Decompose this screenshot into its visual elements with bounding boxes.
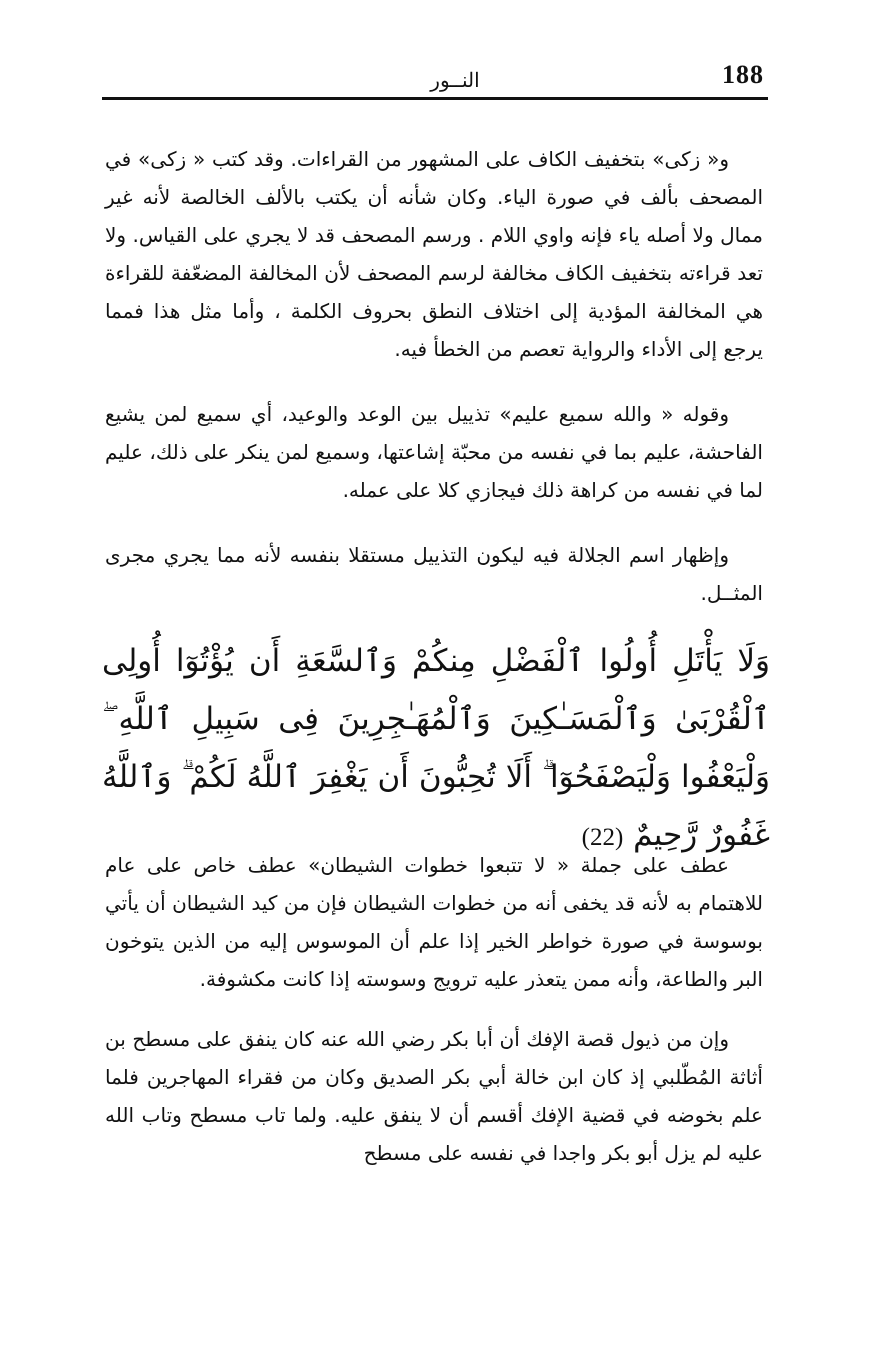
page-number: 188 — [722, 60, 764, 89]
commentary-block-2 — [105, 395, 763, 509]
commentary-block-1 — [105, 140, 763, 368]
page-header — [102, 56, 768, 98]
commentary-block-3 — [105, 536, 763, 612]
surah-title: النــور — [430, 68, 480, 92]
commentary-block-4 — [105, 846, 763, 998]
header-divider — [102, 97, 768, 100]
verse-number: (22) — [581, 824, 624, 851]
commentary-block-5 — [105, 1020, 763, 1172]
paragraph-tadhyil: وقوله « والله سميع عليم» تذييل بين الوعد والوعيد، أي سميع لمن يشيع الفاحشة، عليم بما في نفسه من محبّة إشاعتها، وسميع لمن ينكر على ذلك، عليم لما في نفسه من كراهة ذلك فيجازي كلا على عمله. — [105, 402, 763, 502]
paragraph-divine-name: وإظهار اسم الجلالة فيه ليكون التذييل مستقلا بنفسه لأنه مما يجري مجرى المثــل. — [105, 543, 763, 605]
paragraph-conjunction: عطف على جملة « لا تتبعوا خطوات الشيطان» عطف خاص على عام للاهتمام به لأنه قد يخفى أنه من خطوات الشيطان فإن من كيد الشيطان أن يأتي بوسوسة في صورة خواطر الخير إذا علم أن الموسوس إليه من الذين يتوخون البر والطاعة، وأنه ممن يتعذر عليه ترويج وسوسته إذا كانت مكشوفة. — [105, 853, 763, 991]
paragraph-zakka-reading: و« زكى» بتخفيف الكاف على المشهور من القراءات. وقد كتب « زكى» في المصحف بألف في صورة الياء. وكان شأنه أن يكتب بالألف الخالصة لأنه غير ممال ولا أصله ياء فإنه واوي اللام . ورسم المصحف قد لا يجري على القياس. ولا تعد قراءته بتخفيف الكاف مخالفة لرسم المصحف لأن المخالفة المضعّفة للقراءة هي المخالفة المؤدية إلى اختلاف النطق بحروف الكلمة ، وأما مثل هذا فمما يرجع إلى الأداء والرواية تعصم من الخطأ فيه. — [105, 147, 763, 361]
quran-verse — [102, 632, 770, 867]
paragraph-ifk-story: وإن من ذيول قصة الإفك أن أبا بكر رضي الله عنه كان ينفق على مسطح بن أثاثة المُطّلبي إذ كان ابن خالة أبي بكر الصديق وكان من فقراء المهاجرين فلما علم بخوضه في قضية الإفك أقسم أن لا ينفق عليه. ولما تاب مسطح وتاب الله عليه لم يزل أبو بكر واجدا في نفسه على مسطح — [105, 1027, 763, 1165]
verse-text: وَلَا يَأْتَلِ أُولُوا ٱلْفَضْلِ مِنكُمْ وَٱلسَّعَةِ أَن يُؤْتُوٓا أُولِى ٱلْقُرْبَىٰ وَٱلْمَسَـٰكِينَ وَٱلْمُهَـٰجِرِينَ فِى سَبِيلِ ٱللَّهِ ۖ وَلْيَعْفُوا وَلْيَصْفَحُوٓا ۗ أَلَا تُحِبُّونَ أَن يَغْفِرَ ٱللَّهُ لَكُمْ ۗ وَٱللَّهُ غَفُورٌ رَّحِيمٌ — [102, 643, 770, 853]
